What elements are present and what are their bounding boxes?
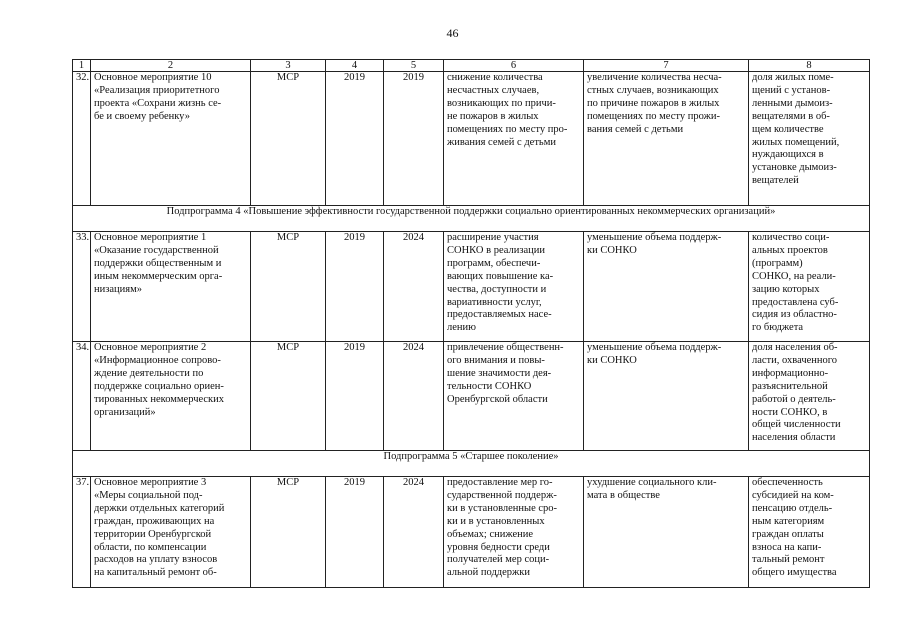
subprogram-row	[73, 206, 870, 232]
indicator: доля населения об- ласти, охваченного информационно- разъяснительной работой о деятель- ности СОНКО, в общей численности населения области	[749, 342, 870, 451]
page-number: 46	[446, 26, 459, 40]
indicator: обеспеченность субсидией на ком- пенсацию отдель- ным категориям граждан оплаты взноса на капи- тальный ремонт общего имущества	[749, 477, 870, 588]
start-year: 2019	[326, 342, 384, 451]
start-year: 2019	[326, 72, 384, 206]
executor: МСР	[251, 477, 326, 588]
non-implementation-consequence: ухудшение социального кли- мата в обществе	[584, 477, 749, 588]
header-col-7: 7	[584, 60, 749, 72]
expected-result: расширение участия СОНКО в реализации программ, обеспечи- вающих повышение ка- чества, доступности и вариативности услуг, предоставляемых насе- лению	[444, 232, 584, 342]
measure-name: Основное мероприятие 3 «Меры социальной под- держки отдельных категорий граждан, проживающих на территории Оренбургской области, по компенсации расходов на уплату взносов на капитальный ремонт об-	[91, 477, 251, 588]
end-year: 2024	[384, 477, 444, 588]
subprogram-title: Подпрограмма 4 «Повышение эффективности государственной поддержки социально ориентированных некоммерческих организаций»	[73, 206, 870, 232]
table-row	[73, 72, 870, 206]
end-year: 2019	[384, 72, 444, 206]
indicator: количество соци- альных проектов (программ) СОНКО, на реали- зацию которых предоставлена суб- сидия из областно- го бюджета	[749, 232, 870, 342]
row-number: 34.	[73, 342, 91, 451]
table-row	[73, 342, 870, 451]
subprogram-title: Подпрограмма 5 «Старшее поколение»	[73, 451, 870, 477]
header-col-5: 5	[384, 60, 444, 72]
header-row	[73, 60, 870, 72]
non-implementation-consequence: уменьшение объема поддерж- ки СОНКО	[584, 232, 749, 342]
measure-name: Основное мероприятие 1 «Оказание государственной поддержки общественным и иным некоммерческим орга- низациям»	[91, 232, 251, 342]
table-row	[73, 477, 870, 588]
header-col-1: 1	[73, 60, 91, 72]
measure-name: Основное мероприятие 10 «Реализация приоритетного проекта «Сохрани жизнь се- бе и своему ребенку»	[91, 72, 251, 206]
executor: МСР	[251, 72, 326, 206]
non-implementation-consequence: увеличение количества несча- стных случаев, возникающих по причине пожаров в жилых помещениях по месту прожи- вания семей с детьми	[584, 72, 749, 206]
header-col-4: 4	[326, 60, 384, 72]
start-year: 2019	[326, 477, 384, 588]
row-number: 37.	[73, 477, 91, 588]
subprogram-row	[73, 451, 870, 477]
header-col-6: 6	[444, 60, 584, 72]
indicator: доля жилых поме- щений с установ- ленными дымоиз- вещателями в об- щем количестве жилых помещений, нуждающихся в установке дымоиз- вещателей	[749, 72, 870, 206]
program-table	[72, 59, 870, 588]
measure-name: Основное мероприятие 2 «Информационное сопрово- ждение деятельности по поддержке социально ориен- тированных некоммерческих организаций»	[91, 342, 251, 451]
end-year: 2024	[384, 342, 444, 451]
row-number: 33.	[73, 232, 91, 342]
header-col-8: 8	[749, 60, 870, 72]
table-row	[73, 232, 870, 342]
expected-result: снижение количества несчастных случаев, возникающих по причи- не пожаров в жилых помещениях по месту про- живания семей с детьми	[444, 72, 584, 206]
end-year: 2024	[384, 232, 444, 342]
non-implementation-consequence: уменьшение объема поддерж- ки СОНКО	[584, 342, 749, 451]
start-year: 2019	[326, 232, 384, 342]
row-number: 32.	[73, 72, 91, 206]
expected-result: предоставление мер го- сударственной поддерж- ки в установленные сро- ки и в установленных объемах; снижение уровня бедности среди получателей мер соци- альной поддержки	[444, 477, 584, 588]
header-col-2: 2	[91, 60, 251, 72]
executor: МСР	[251, 232, 326, 342]
executor: МСР	[251, 342, 326, 451]
expected-result: привлечение общественн- ого внимания и повы- шение значимости дея- тельности СОНКО Оренбургской области	[444, 342, 584, 451]
header-col-3: 3	[251, 60, 326, 72]
